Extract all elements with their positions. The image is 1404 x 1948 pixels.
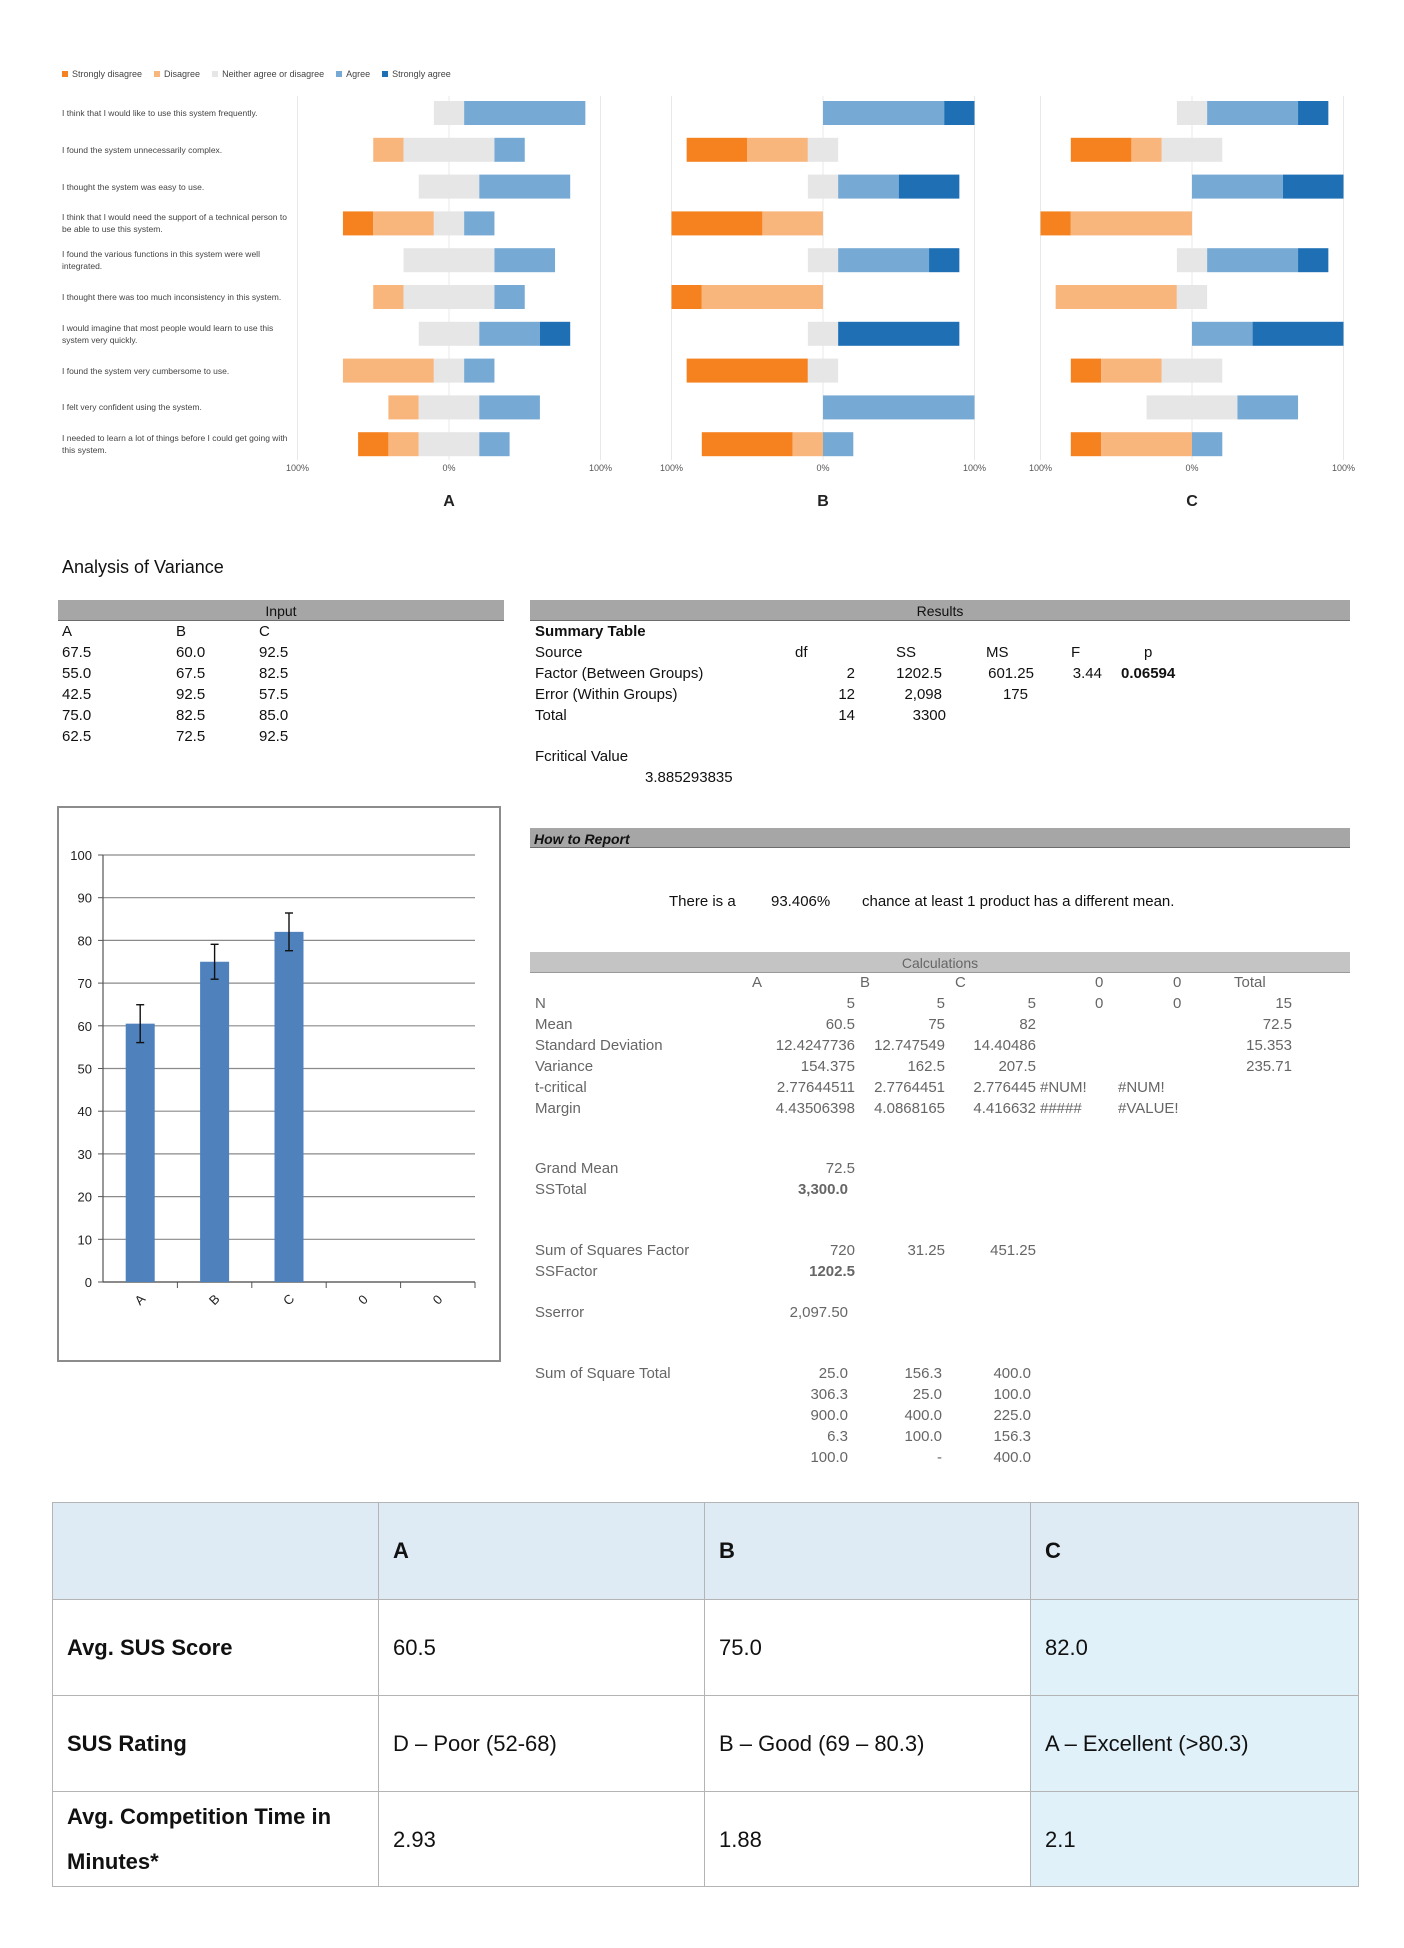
sst-cell: - bbox=[937, 1449, 942, 1466]
grand-mean-label: Grand Mean bbox=[535, 1160, 619, 1177]
likert-axis-tick: 100% bbox=[285, 463, 310, 473]
likert-question: I think that I would like to use this system frequently. bbox=[62, 108, 258, 118]
calculations-header: Calculations bbox=[530, 952, 1350, 973]
input-col-a: A bbox=[62, 623, 73, 640]
likert-bar-segment bbox=[1253, 322, 1344, 346]
sst-cell: 225.0 bbox=[993, 1407, 1031, 1424]
bar bbox=[126, 1024, 155, 1282]
likert-bar-segment bbox=[747, 138, 808, 162]
likert-panel-label: C bbox=[1186, 493, 1198, 510]
fcritical-label: Fcritical Value bbox=[535, 748, 629, 765]
likert-bar-segment bbox=[1147, 395, 1238, 419]
likert-bar-segment bbox=[464, 211, 494, 235]
bar-chart bbox=[59, 808, 499, 1360]
likert-chart bbox=[0, 0, 1404, 520]
table-row bbox=[53, 1792, 1359, 1887]
likert-bar-segment bbox=[793, 432, 823, 456]
likert-bar-segment bbox=[1101, 359, 1162, 383]
sst-cell: 100.0 bbox=[993, 1386, 1031, 1403]
calc-cell: 4.416632 bbox=[973, 1100, 1036, 1117]
sst-cell: 400.0 bbox=[993, 1449, 1031, 1466]
likert-question: I think that I would need the support of a technical person to be able to use this system. bbox=[62, 212, 287, 235]
calc-cell: 12.4247736 bbox=[775, 1037, 855, 1054]
likert-bar-segment bbox=[404, 248, 495, 272]
likert-question: I found the various functions in this system were well integrated. bbox=[62, 249, 260, 272]
input-col-b: B bbox=[176, 623, 187, 640]
summary-f: 3.44 bbox=[1072, 665, 1102, 682]
row-header: Avg. Competition Time in Minutes* bbox=[53, 1792, 379, 1887]
calc-cell: 2.77644511 bbox=[776, 1079, 855, 1096]
calc-row-label: Standard Deviation bbox=[535, 1037, 663, 1054]
likert-bar-segment bbox=[434, 101, 464, 125]
x-tick-label: A bbox=[131, 1291, 149, 1309]
ssfactor-label: SSFactor bbox=[535, 1263, 598, 1280]
calc-col-d: 0 bbox=[1095, 974, 1104, 991]
ssf-cell: 31.25 bbox=[907, 1242, 945, 1259]
likert-bar-segment bbox=[687, 359, 808, 383]
calc-row-label: t-critical bbox=[535, 1079, 587, 1096]
likert-bar-segment bbox=[1071, 432, 1101, 456]
table-cell: A – Excellent (>80.3) bbox=[1031, 1696, 1359, 1792]
table-cell: 75.0 bbox=[705, 1600, 1031, 1696]
calc-row-label: N bbox=[535, 995, 546, 1012]
likert-bar-segment bbox=[404, 285, 495, 309]
likert-bar-segment bbox=[1192, 432, 1222, 456]
likert-bar-segment bbox=[1207, 101, 1298, 125]
likert-bar-segment bbox=[494, 138, 524, 162]
legend-label: Strongly disagree bbox=[72, 69, 143, 79]
calc-cell: 15 bbox=[1275, 995, 1292, 1012]
table-cell: 1.88 bbox=[705, 1792, 1031, 1887]
calc-cell: 2.7764451 bbox=[874, 1079, 945, 1096]
summary-source: Error (Within Groups) bbox=[535, 686, 678, 703]
sst-cell: 156.3 bbox=[993, 1428, 1031, 1445]
sstotal-label: SSTotal bbox=[535, 1181, 587, 1198]
likert-bar-segment bbox=[373, 138, 403, 162]
calc-cell: 12.747549 bbox=[874, 1037, 945, 1054]
calc-cell: 0 bbox=[1095, 995, 1104, 1012]
y-tick-label: 40 bbox=[77, 1104, 92, 1120]
summary-df: 2 bbox=[846, 665, 855, 682]
calc-cell: 154.375 bbox=[800, 1058, 855, 1075]
likert-axis-tick: 100% bbox=[1028, 463, 1053, 473]
legend-label: Disagree bbox=[164, 69, 201, 79]
likert-bar-segment bbox=[672, 285, 702, 309]
calc-row-label: Margin bbox=[535, 1100, 581, 1117]
bar bbox=[200, 962, 229, 1282]
summary-title: Summary Table bbox=[535, 623, 646, 640]
calc-col-c: C bbox=[955, 974, 966, 991]
y-tick-label: 70 bbox=[77, 976, 92, 992]
y-tick-label: 10 bbox=[77, 1232, 92, 1248]
results-header: Results bbox=[530, 600, 1350, 621]
summary-col-source: Source bbox=[535, 644, 583, 661]
summary-p: 0.06594 bbox=[1121, 665, 1176, 682]
ssfactor-value: 1202.5 bbox=[809, 1263, 855, 1280]
likert-bar-segment bbox=[1237, 395, 1298, 419]
likert-bar-segment bbox=[1071, 138, 1132, 162]
calc-col-total: Total bbox=[1234, 974, 1266, 991]
y-tick-label: 60 bbox=[77, 1018, 92, 1034]
summary-col-ss: SS bbox=[896, 644, 917, 661]
y-tick-label: 20 bbox=[77, 1189, 92, 1205]
table-cell: B – Good (69 – 80.3) bbox=[705, 1696, 1031, 1792]
likert-panel-label: A bbox=[443, 493, 455, 510]
likert-bar-segment bbox=[434, 359, 464, 383]
likert-axis-tick: 100% bbox=[1331, 463, 1356, 473]
likert-question: I thought the system was easy to use. bbox=[62, 181, 205, 192]
likert-bar-segment bbox=[464, 359, 494, 383]
summary-ss: 2,098 bbox=[904, 686, 942, 703]
likert-question: I thought there was too much inconsistency in this system. bbox=[62, 292, 282, 302]
summary-ss: 3300 bbox=[912, 707, 946, 724]
likert-bar-segment bbox=[540, 322, 570, 346]
table-cell: 2.1 bbox=[1031, 1792, 1359, 1887]
sserror-label: Sserror bbox=[535, 1304, 585, 1321]
likert-bar-segment bbox=[808, 322, 838, 346]
table-cell: 82.0 bbox=[1031, 1600, 1359, 1696]
calc-cell: 5 bbox=[936, 995, 945, 1012]
calc-cell: 0 bbox=[1173, 995, 1182, 1012]
input-cell: 42.5 bbox=[62, 686, 92, 703]
likert-bar-segment bbox=[1192, 175, 1283, 199]
likert-bar-segment bbox=[373, 211, 434, 235]
input-cell: 92.5 bbox=[176, 686, 206, 703]
summary-df: 12 bbox=[838, 686, 855, 703]
likert-bar-segment bbox=[929, 248, 959, 272]
row-header: SUS Rating bbox=[53, 1696, 379, 1792]
likert-bar-segment bbox=[464, 101, 585, 125]
calc-cell: 162.5 bbox=[907, 1058, 945, 1075]
likert-bar-segment bbox=[672, 211, 763, 235]
y-tick-label: 80 bbox=[77, 933, 92, 949]
calc-cell: 5 bbox=[846, 995, 855, 1012]
likert-bar-segment bbox=[808, 138, 838, 162]
summary-df: 14 bbox=[838, 707, 855, 724]
input-cell: 92.5 bbox=[259, 728, 289, 745]
likert-bar-segment bbox=[358, 432, 388, 456]
ssf-cell: 720 bbox=[829, 1242, 855, 1259]
calc-cell: 4.0868165 bbox=[874, 1100, 945, 1117]
y-tick-label: 100 bbox=[70, 848, 92, 863]
table-header-cell: C bbox=[1031, 1503, 1359, 1600]
sst-cell: 900.0 bbox=[810, 1407, 848, 1424]
calc-cell: 72.5 bbox=[1262, 1016, 1292, 1033]
likert-axis-tick: 100% bbox=[659, 463, 684, 473]
likert-bar-segment bbox=[373, 285, 403, 309]
ssf-label: Sum of Squares Factor bbox=[535, 1242, 690, 1259]
likert-bar-segment bbox=[1192, 322, 1253, 346]
input-cell: 67.5 bbox=[176, 665, 206, 682]
likert-bar-segment bbox=[762, 211, 823, 235]
likert-bar-segment bbox=[1177, 285, 1207, 309]
likert-bar-segment bbox=[823, 432, 853, 456]
sst-cell: 100.0 bbox=[810, 1449, 848, 1466]
legend-label: Neither agree or disagree bbox=[222, 69, 325, 79]
summary-col-ms: MS bbox=[986, 644, 1009, 661]
likert-bar-segment bbox=[1162, 138, 1223, 162]
how-to-report-header: How to Report bbox=[530, 828, 1350, 848]
likert-question: I felt very confident using the system. bbox=[62, 402, 202, 413]
sserror-value: 2,097.50 bbox=[789, 1304, 848, 1321]
table-header-cell: B bbox=[705, 1503, 1031, 1600]
row-header: Avg. SUS Score bbox=[53, 1600, 379, 1696]
report-prefix: There is a bbox=[669, 893, 736, 910]
input-cell: 57.5 bbox=[259, 686, 289, 703]
likert-bar-segment bbox=[494, 285, 524, 309]
calc-cell: 14.40486 bbox=[973, 1037, 1036, 1054]
likert-bar-segment bbox=[899, 175, 960, 199]
input-cell: 60.0 bbox=[176, 644, 206, 661]
input-cell: 62.5 bbox=[62, 728, 92, 745]
likert-bar-segment bbox=[1131, 138, 1161, 162]
calc-cell: 235.71 bbox=[1246, 1058, 1292, 1075]
likert-bar-segment bbox=[687, 138, 748, 162]
table-cell: D – Poor (52-68) bbox=[379, 1696, 705, 1792]
likert-question: I found the system unnecessarily complex. bbox=[62, 144, 223, 155]
sst-cell: 156.3 bbox=[904, 1365, 942, 1382]
table-header-cell bbox=[53, 1503, 379, 1600]
sstotal-value: 3,300.0 bbox=[797, 1181, 848, 1198]
input-cell: 85.0 bbox=[259, 707, 289, 724]
likert-question: I found the system very cumbersome to use. bbox=[62, 365, 230, 376]
anova-title: Analysis of Variance bbox=[62, 557, 224, 577]
bar bbox=[275, 932, 304, 1282]
table-cell: 2.93 bbox=[379, 1792, 705, 1887]
calc-cell: 15.353 bbox=[1246, 1037, 1292, 1054]
calc-cell: #NUM! bbox=[1040, 1079, 1087, 1096]
summary-col-f: F bbox=[1071, 644, 1081, 661]
grand-mean-value: 72.5 bbox=[825, 1160, 855, 1177]
calc-row-label: Mean bbox=[535, 1016, 573, 1033]
calc-cell: 2.776445 bbox=[973, 1079, 1036, 1096]
likert-bar-segment bbox=[838, 322, 959, 346]
likert-bar-segment bbox=[479, 432, 509, 456]
table-cell: 60.5 bbox=[379, 1600, 705, 1696]
likert-bar-segment bbox=[1177, 248, 1207, 272]
likert-axis-tick: 0% bbox=[442, 463, 456, 473]
calc-cell: 82 bbox=[1019, 1016, 1036, 1033]
likert-bar-segment bbox=[702, 285, 823, 309]
likert-bar-segment bbox=[479, 322, 540, 346]
likert-bar-segment bbox=[1101, 432, 1192, 456]
calc-col-e: 0 bbox=[1173, 974, 1182, 991]
summary-col-p: p bbox=[1144, 644, 1153, 661]
input-cell: 55.0 bbox=[62, 665, 92, 682]
table-header-row bbox=[53, 1503, 1359, 1600]
calc-col-b: B bbox=[860, 974, 871, 991]
calc-cell: ##### bbox=[1040, 1100, 1082, 1117]
likert-bar-segment bbox=[1056, 285, 1177, 309]
input-cell: 72.5 bbox=[176, 728, 206, 745]
summary-col-df: df bbox=[795, 644, 808, 661]
sus-summary-table bbox=[52, 1502, 1359, 1887]
report-percent: 93.406% bbox=[771, 893, 831, 910]
likert-bar-segment bbox=[434, 211, 464, 235]
sst-cell: 6.3 bbox=[827, 1428, 848, 1445]
likert-bar-segment bbox=[1283, 175, 1344, 199]
calc-cell: 5 bbox=[1027, 995, 1036, 1012]
likert-bar-segment bbox=[944, 101, 974, 125]
likert-bar-segment bbox=[494, 248, 555, 272]
calc-cell: 4.43506398 bbox=[775, 1100, 855, 1117]
likert-bar-segment bbox=[1071, 211, 1192, 235]
likert-bar-segment bbox=[1298, 101, 1328, 125]
calc-cell: #NUM! bbox=[1118, 1079, 1165, 1096]
likert-bar-segment bbox=[343, 211, 373, 235]
likert-bar-segment bbox=[419, 432, 480, 456]
likert-panel-label: B bbox=[817, 493, 829, 510]
x-tick-label: B bbox=[205, 1291, 223, 1309]
x-tick-label: 0 bbox=[429, 1291, 446, 1308]
summary-ms: 601.25 bbox=[988, 665, 1034, 682]
legend-label: Strongly agree bbox=[392, 69, 451, 79]
report-suffix: chance at least 1 product has a different mean. bbox=[862, 893, 1175, 910]
likert-axis-tick: 100% bbox=[962, 463, 987, 473]
sst-cell: 25.0 bbox=[912, 1386, 942, 1403]
y-tick-label: 50 bbox=[77, 1061, 92, 1077]
sst-label: Sum of Square Total bbox=[535, 1365, 671, 1382]
likert-bar-segment bbox=[1071, 359, 1101, 383]
likert-bar-segment bbox=[1207, 248, 1298, 272]
likert-bar-segment bbox=[838, 248, 929, 272]
likert-bar-segment bbox=[388, 432, 418, 456]
y-tick-label: 90 bbox=[77, 890, 92, 906]
input-cell: 75.0 bbox=[62, 707, 92, 724]
likert-bar-segment bbox=[808, 248, 838, 272]
calc-cell: 60.5 bbox=[825, 1016, 855, 1033]
ssf-cell: 451.25 bbox=[990, 1242, 1036, 1259]
likert-bar-segment bbox=[343, 359, 434, 383]
likert-question: I would imagine that most people would learn to use this system very quickly. bbox=[62, 322, 274, 345]
likert-bar-segment bbox=[808, 359, 838, 383]
summary-ms: 175 bbox=[1002, 686, 1028, 703]
likert-axis-tick: 0% bbox=[1185, 463, 1199, 473]
summary-source: Total bbox=[535, 707, 567, 724]
calc-row-label: Variance bbox=[535, 1058, 594, 1075]
likert-bar-segment bbox=[1041, 211, 1071, 235]
input-header: Input bbox=[58, 600, 504, 621]
calc-cell: 75 bbox=[928, 1016, 945, 1033]
likert-bar-segment bbox=[702, 432, 793, 456]
summary-source: Factor (Between Groups) bbox=[535, 665, 704, 682]
input-cell: 82.5 bbox=[176, 707, 206, 724]
likert-bar-segment bbox=[419, 322, 480, 346]
likert-bar-segment bbox=[823, 395, 975, 419]
likert-bar-segment bbox=[419, 395, 480, 419]
bar-chart-frame bbox=[57, 806, 501, 1362]
likert-bar-segment bbox=[479, 395, 540, 419]
input-col-c: C bbox=[259, 623, 270, 640]
likert-bar-segment bbox=[404, 138, 495, 162]
calc-col-a: A bbox=[752, 974, 763, 991]
table-row bbox=[53, 1600, 1359, 1696]
likert-bar-segment bbox=[808, 175, 838, 199]
likert-bar-segment bbox=[419, 175, 480, 199]
likert-bar-segment bbox=[479, 175, 570, 199]
summary-ss: 1202.5 bbox=[896, 665, 942, 682]
likert-bar-segment bbox=[838, 175, 899, 199]
likert-bar-segment bbox=[1298, 248, 1328, 272]
sst-cell: 306.3 bbox=[810, 1386, 848, 1403]
x-tick-label: 0 bbox=[355, 1291, 371, 1308]
sst-cell: 400.0 bbox=[904, 1407, 942, 1424]
likert-bar-segment bbox=[1162, 359, 1223, 383]
likert-axis-tick: 100% bbox=[588, 463, 613, 473]
sst-cell: 25.0 bbox=[818, 1365, 848, 1382]
fcritical-value: 3.885293835 bbox=[645, 769, 733, 786]
y-tick-label: 0 bbox=[84, 1275, 92, 1290]
y-tick-label: 30 bbox=[77, 1146, 92, 1162]
table-row bbox=[53, 1696, 1359, 1792]
input-cell: 92.5 bbox=[259, 644, 289, 661]
likert-bar-segment bbox=[823, 101, 944, 125]
likert-axis-tick: 0% bbox=[816, 463, 830, 473]
sst-cell: 100.0 bbox=[904, 1428, 942, 1445]
table-header-cell: A bbox=[379, 1503, 705, 1600]
sst-cell: 400.0 bbox=[993, 1365, 1031, 1382]
likert-bar-segment bbox=[388, 395, 418, 419]
legend-label: Agree bbox=[346, 69, 371, 79]
calc-cell: 207.5 bbox=[998, 1058, 1036, 1075]
calc-cell: #VALUE! bbox=[1118, 1100, 1179, 1117]
likert-question: I needed to learn a lot of things before I could get going with this system. bbox=[62, 433, 288, 456]
likert-bar-segment bbox=[1177, 101, 1207, 125]
input-cell: 82.5 bbox=[259, 665, 289, 682]
x-tick-label: C bbox=[280, 1291, 298, 1309]
input-cell: 67.5 bbox=[62, 644, 92, 661]
